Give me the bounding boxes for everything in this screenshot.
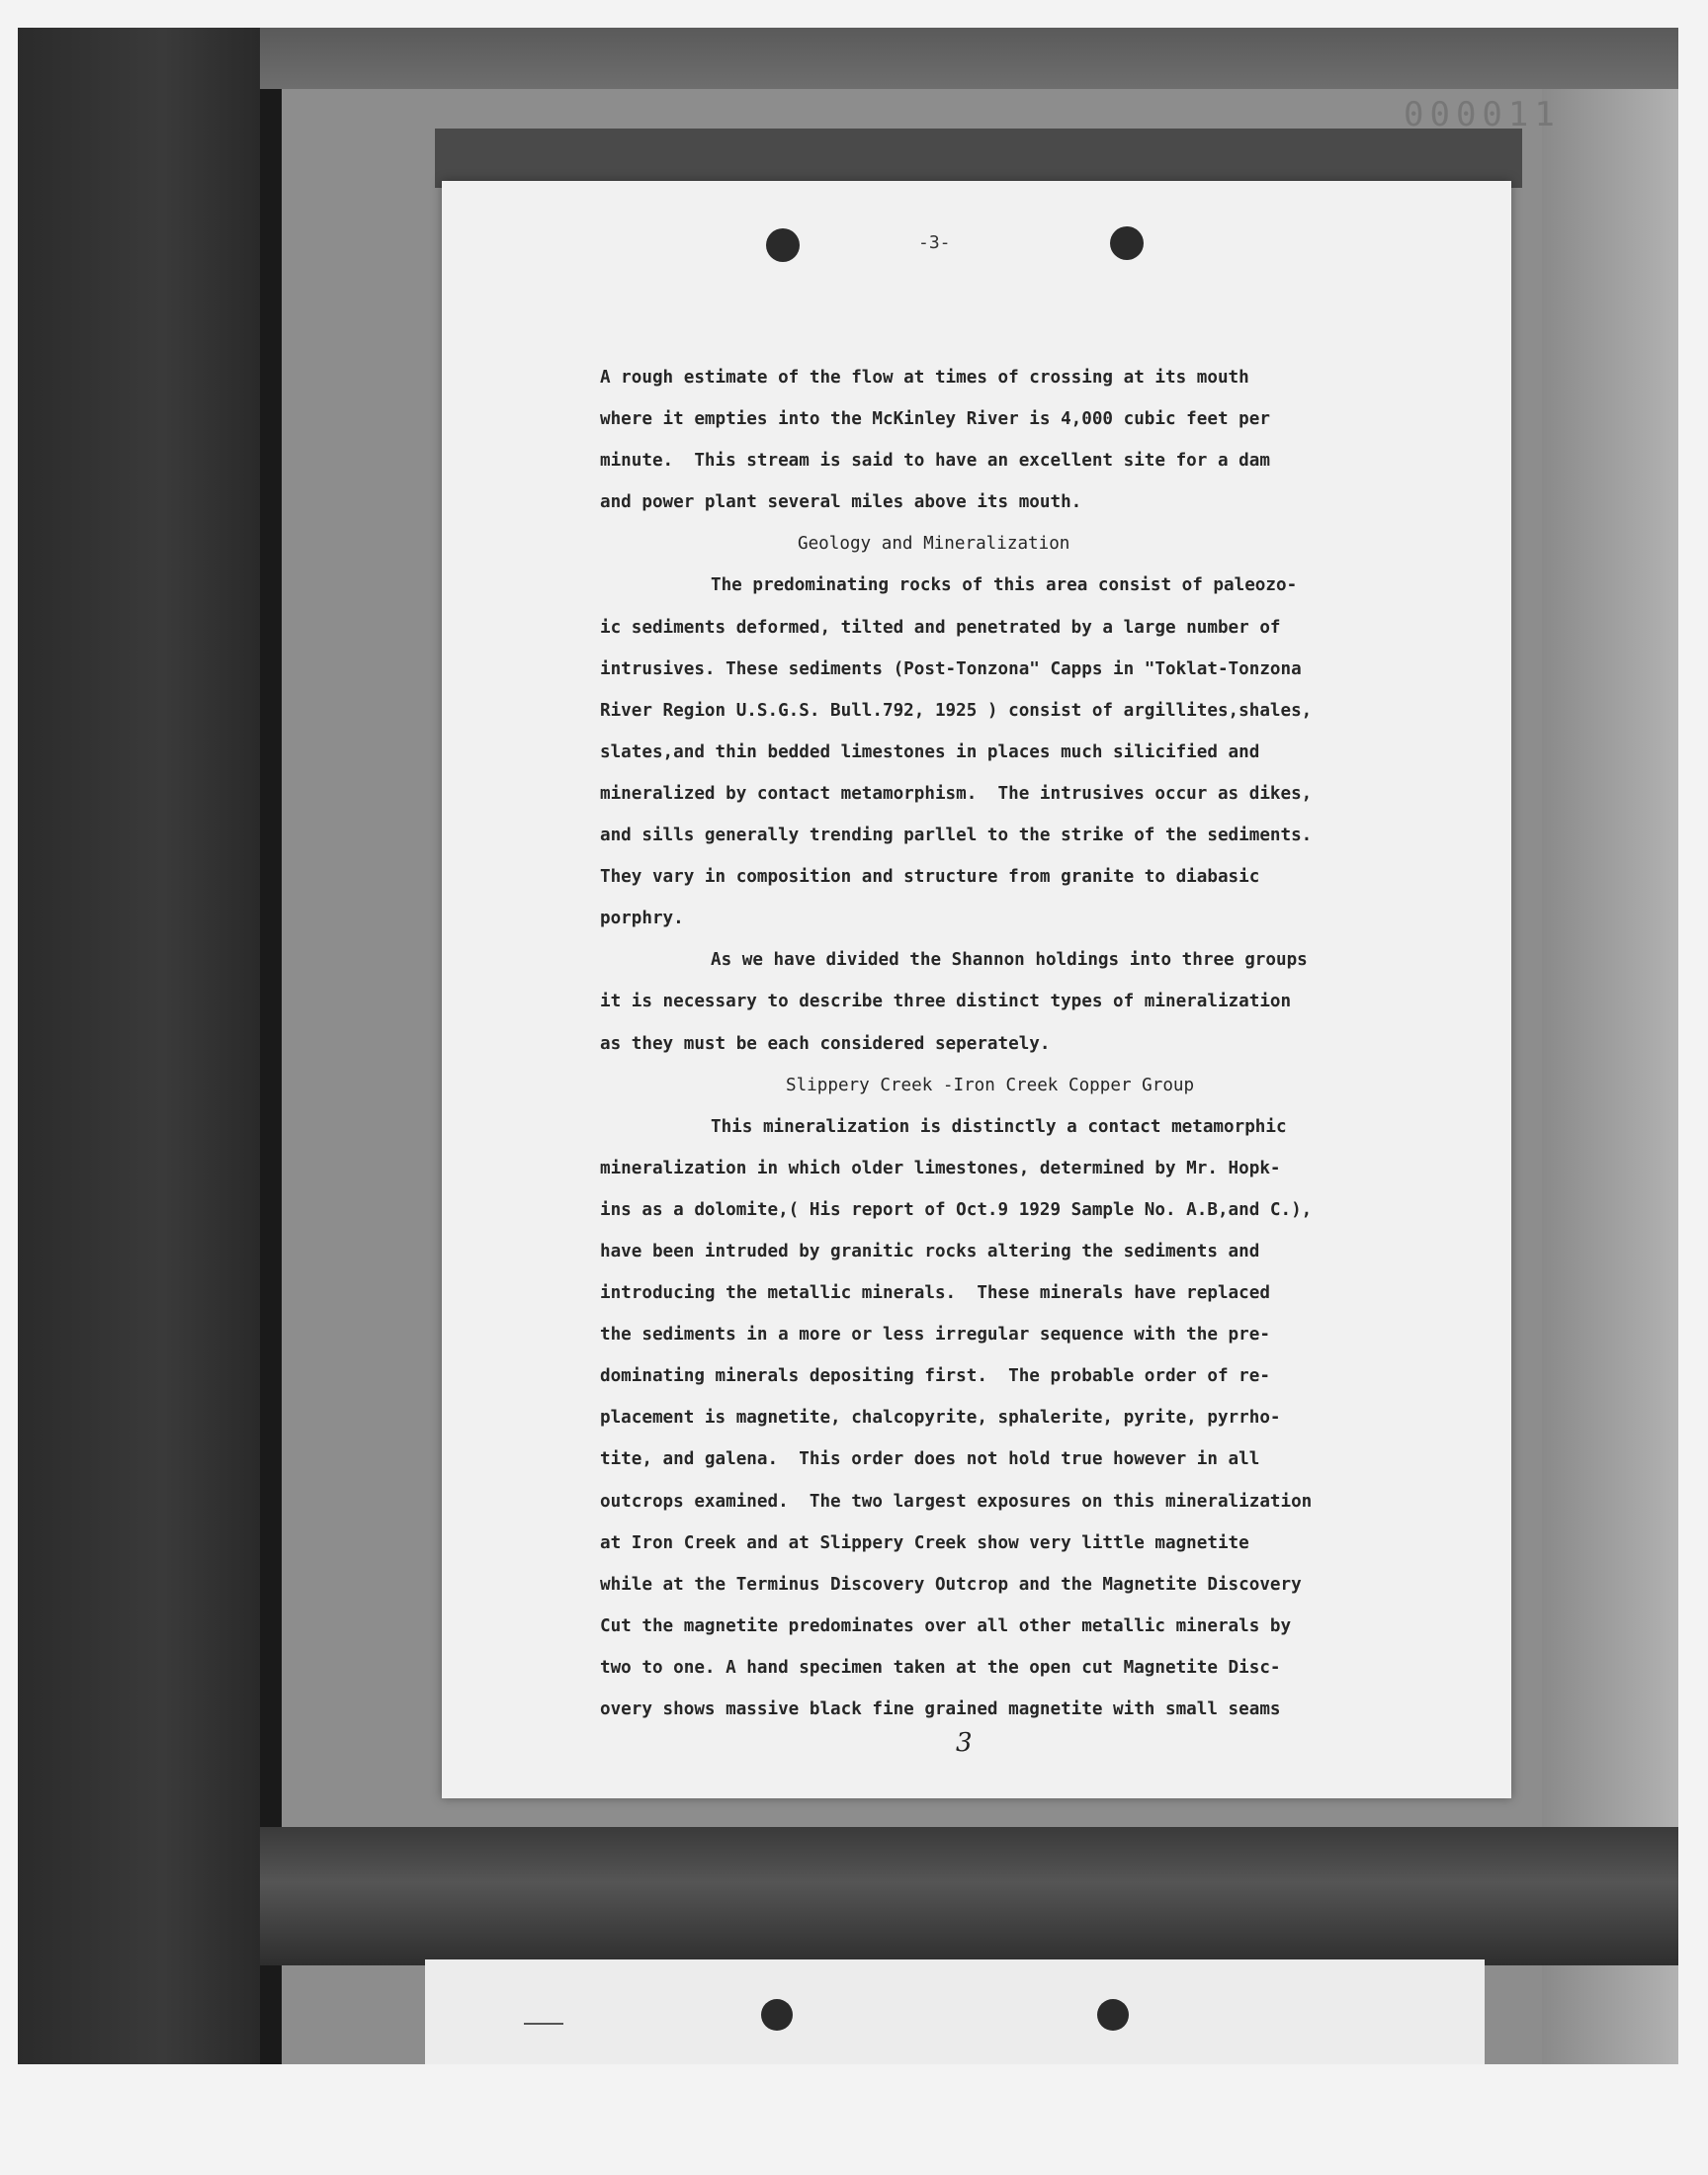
text-line: and power plant several miles above its mouth. xyxy=(600,492,1082,513)
punch-hole-right xyxy=(1097,1999,1129,2031)
text-line: outcrops examined. The two largest exposures on this mineralization xyxy=(600,1491,1313,1512)
text-line: The predominating rocks of this area consist of paleozo- xyxy=(711,575,1298,596)
section-heading: Slippery Creek -Iron Creek Copper Group xyxy=(786,1075,1195,1095)
film-divider xyxy=(260,1827,1678,1965)
text-line: minute. This stream is said to have an excellent site for a dam xyxy=(600,451,1270,472)
text-line: tite, and galena. This order does not hold true however in all xyxy=(600,1449,1260,1470)
text-line: A rough estimate of the flow at times of crossing at its mouth xyxy=(600,368,1249,388)
text-line: overy shows massive black fine grained magnetite with small seams xyxy=(600,1699,1281,1719)
page-holder xyxy=(435,129,1522,188)
page-number: 3 xyxy=(956,1728,973,1758)
text-line: slates,and thin bedded limestones in places much silicified and xyxy=(600,741,1260,762)
text-line: This mineralization is distinctly a contact metamorphic xyxy=(711,1116,1287,1137)
punch-hole-left xyxy=(761,1999,793,2031)
punch-hole-left xyxy=(766,228,800,262)
text-line: as they must be each considered seperately. xyxy=(600,1033,1051,1054)
text-line: ic sediments deformed, tilted and penetrated by a large number of xyxy=(600,617,1281,638)
punch-hole-right xyxy=(1110,226,1144,260)
next-document-page xyxy=(425,1959,1485,2064)
body-text xyxy=(600,357,1490,1730)
text-line: dominating minerals depositing first. The probable order of re- xyxy=(600,1366,1270,1387)
text-line: They vary in composition and structure from granite to diabasic xyxy=(600,867,1260,888)
film-left-strip xyxy=(260,28,282,2064)
page-header: -3- xyxy=(918,232,951,253)
film-left-edge xyxy=(18,28,260,2064)
page-mark xyxy=(524,2023,563,2025)
text-line: at Iron Creek and at Slippery Creek show very little magnetite xyxy=(600,1532,1249,1553)
text-line: introducing the metallic minerals. These minerals have replaced xyxy=(600,1283,1270,1304)
film-right-edge xyxy=(1542,89,1678,2064)
text-line: and sills generally trending parllel to the strike of the sediments. xyxy=(600,826,1313,846)
text-line: intrusives. These sediments (Post-Tonzona" Capps in "Toklat-Tonzona xyxy=(600,658,1302,679)
text-line: mineralization in which older limestones, determined by Mr. Hopk- xyxy=(600,1158,1281,1178)
text-line: River Region U.S.G.S. Bull.792, 1925 ) consist of argillites,shales, xyxy=(600,700,1313,721)
text-line: mineralized by contact metamorphism. The intrusives occur as dikes, xyxy=(600,783,1313,804)
text-line: it is necessary to describe three distinct types of mineralization xyxy=(600,992,1292,1012)
text-line: porphry. xyxy=(600,909,684,929)
document-page xyxy=(442,181,1511,1798)
text-line: have been intruded by granitic rocks altering the sediments and xyxy=(600,1241,1260,1262)
text-line: the sediments in a more or less irregular sequence with the pre- xyxy=(600,1325,1270,1346)
text-line: while at the Terminus Discovery Outcrop and the Magnetite Discovery xyxy=(600,1574,1302,1595)
text-line: As we have divided the Shannon holdings into three groups xyxy=(711,950,1308,971)
text-line: placement is magnetite, chalcopyrite, sphalerite, pyrite, pyrrho- xyxy=(600,1408,1281,1429)
text-line: two to one. A hand specimen taken at the open cut Magnetite Disc- xyxy=(600,1657,1281,1678)
section-heading: Geology and Mineralization xyxy=(798,534,1070,555)
text-line: Cut the magnetite predominates over all other metallic minerals by xyxy=(600,1615,1292,1636)
film-frame-number: 000011 xyxy=(1404,95,1561,134)
text-line: ins as a dolomite,( His report of Oct.9 1929 Sample No. A.B,and C.), xyxy=(600,1199,1313,1220)
film-top-bar xyxy=(260,28,1678,89)
text-line: where it empties into the McKinley River is 4,000 cubic feet per xyxy=(600,409,1270,430)
